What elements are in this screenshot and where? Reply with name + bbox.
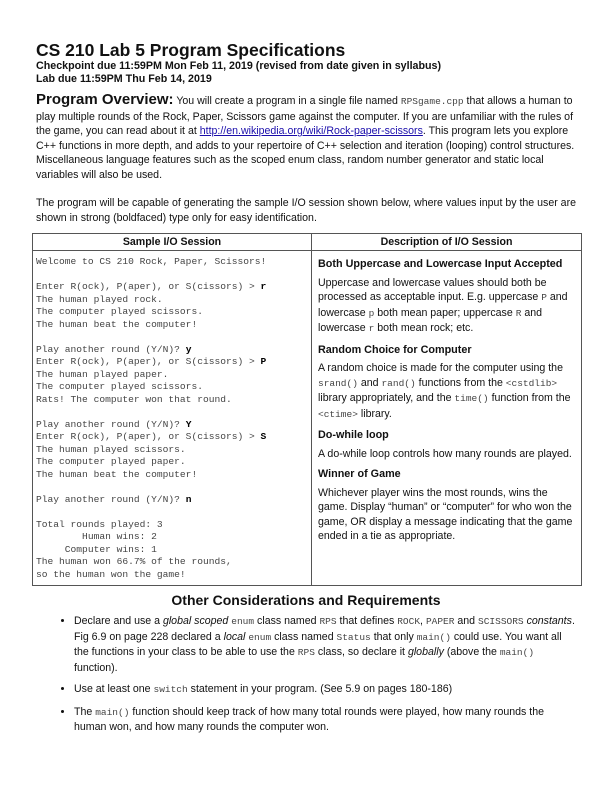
list-item: • The main() function should keep track of how many total rounds were played, how many rounds the human won, and how many rounds the computer won. xyxy=(74,705,579,735)
filename-code: RPSgame.cpp xyxy=(400,96,464,107)
overview-heading: Program Overview: xyxy=(36,91,174,108)
col-header-sample: Sample I/O Session xyxy=(33,234,312,251)
desc-text-random: A random choice is made for the computer using the srand() and rand() functions from the <cstdlib> library appropriately, and the time() function from the <ctime> library. xyxy=(318,362,571,420)
overview-text: . This program lets you explore C++ functions in more depth, and adds to your repertoire of C++ selection and iteration (looping) control structures. Miscellaneous language features such as the scoped enum class, random number generator and static local variables will also be used. xyxy=(36,125,575,181)
overview-text: that allows a human to play multiple rounds of the Rock, Paper, Scissors game against the computer. If you are unfamiliar with the rules of the game, you can read about it at xyxy=(36,95,574,137)
intro-paragraph: The program will be capable of generating the sample I/O session shown below, where values input by the user are shown in strong (boldfaced) type only for easy identification. xyxy=(36,197,576,224)
sample-io-cell xyxy=(33,251,312,586)
desc-heading-case: Both Uppercase and Lowercase Input Accepted xyxy=(318,258,563,270)
desc-text-dowhile: A do-while loop controls how many rounds are played. xyxy=(318,447,572,460)
lab-due: Lab due 11:59PM Thu Feb 14, 2019 xyxy=(36,73,212,85)
list-item: • Declare and use a global scoped enum class named RPS that defines ROCK, PAPER and SCISSORS constants. Fig 6.9 on page 228 declared a local enum class named Status that only main() could use. You want all the functions in your class to be able to use the RPS class, so declare it globally (above the main() function). xyxy=(74,614,579,675)
checkpoint-due: Checkpoint due 11:59PM Mon Feb 11, 2019 (revised from date given in syllabus) xyxy=(36,60,442,72)
page-title: CS 210 Lab 5 Program Specifications xyxy=(36,40,346,60)
other-considerations-heading: Other Considerations and Requirements xyxy=(171,592,441,608)
wikipedia-link[interactable]: http://en.wikipedia.org/wiki/Rock-paper-scissors xyxy=(199,125,423,137)
desc-text-case: Uppercase and lowercase values should both be processed as acceptable input. E.g. uppercase P and lowercase p both mean paper; uppercase R and lowercase r both mean rock; etc. xyxy=(318,276,568,334)
col-header-description: Description of I/O Session xyxy=(312,234,582,251)
requirements-list xyxy=(56,614,579,742)
overview-text: You will create a program in a single file named xyxy=(173,95,401,107)
description-cell xyxy=(312,251,582,586)
sample-io-text: Welcome to CS 210 Rock, Paper, Scissors! Enter R(ock), P(aper), or S(cissors) > r The human played rock. The computer played scissors. The human beat the computer! Play another round (Y/N)? y Enter R(ock), P(aper), or S(cissors) > P The human played paper. The computer played scissors. Rats! The computer won that round. Play another round (Y/N)? Y Enter R(ock), P(aper), or S(cissors) > S The human played scissors. The computer played paper. The human beat the computer! Play another round (Y/N)? n Total rounds played: 3 Human wins: 2 Computer wins: 1 The human won 66.7% of the rounds, so the human won the game! xyxy=(36,256,267,580)
program-overview xyxy=(36,93,576,182)
desc-text-winner: Whichever player wins the most rounds, wins the game. Display “human” or “computer” for who won the game, OR display a message indicating that the game ended in a tie as appropriate. xyxy=(318,486,573,542)
page xyxy=(36,40,576,225)
io-session-table xyxy=(32,233,582,586)
desc-heading-winner: Winner of Game xyxy=(318,468,401,480)
desc-heading-dowhile: Do-while loop xyxy=(318,429,389,441)
list-item: • Use at least one switch statement in your program. (See 5.9 on pages 180-186) xyxy=(74,682,579,698)
desc-heading-random: Random Choice for Computer xyxy=(318,343,472,356)
